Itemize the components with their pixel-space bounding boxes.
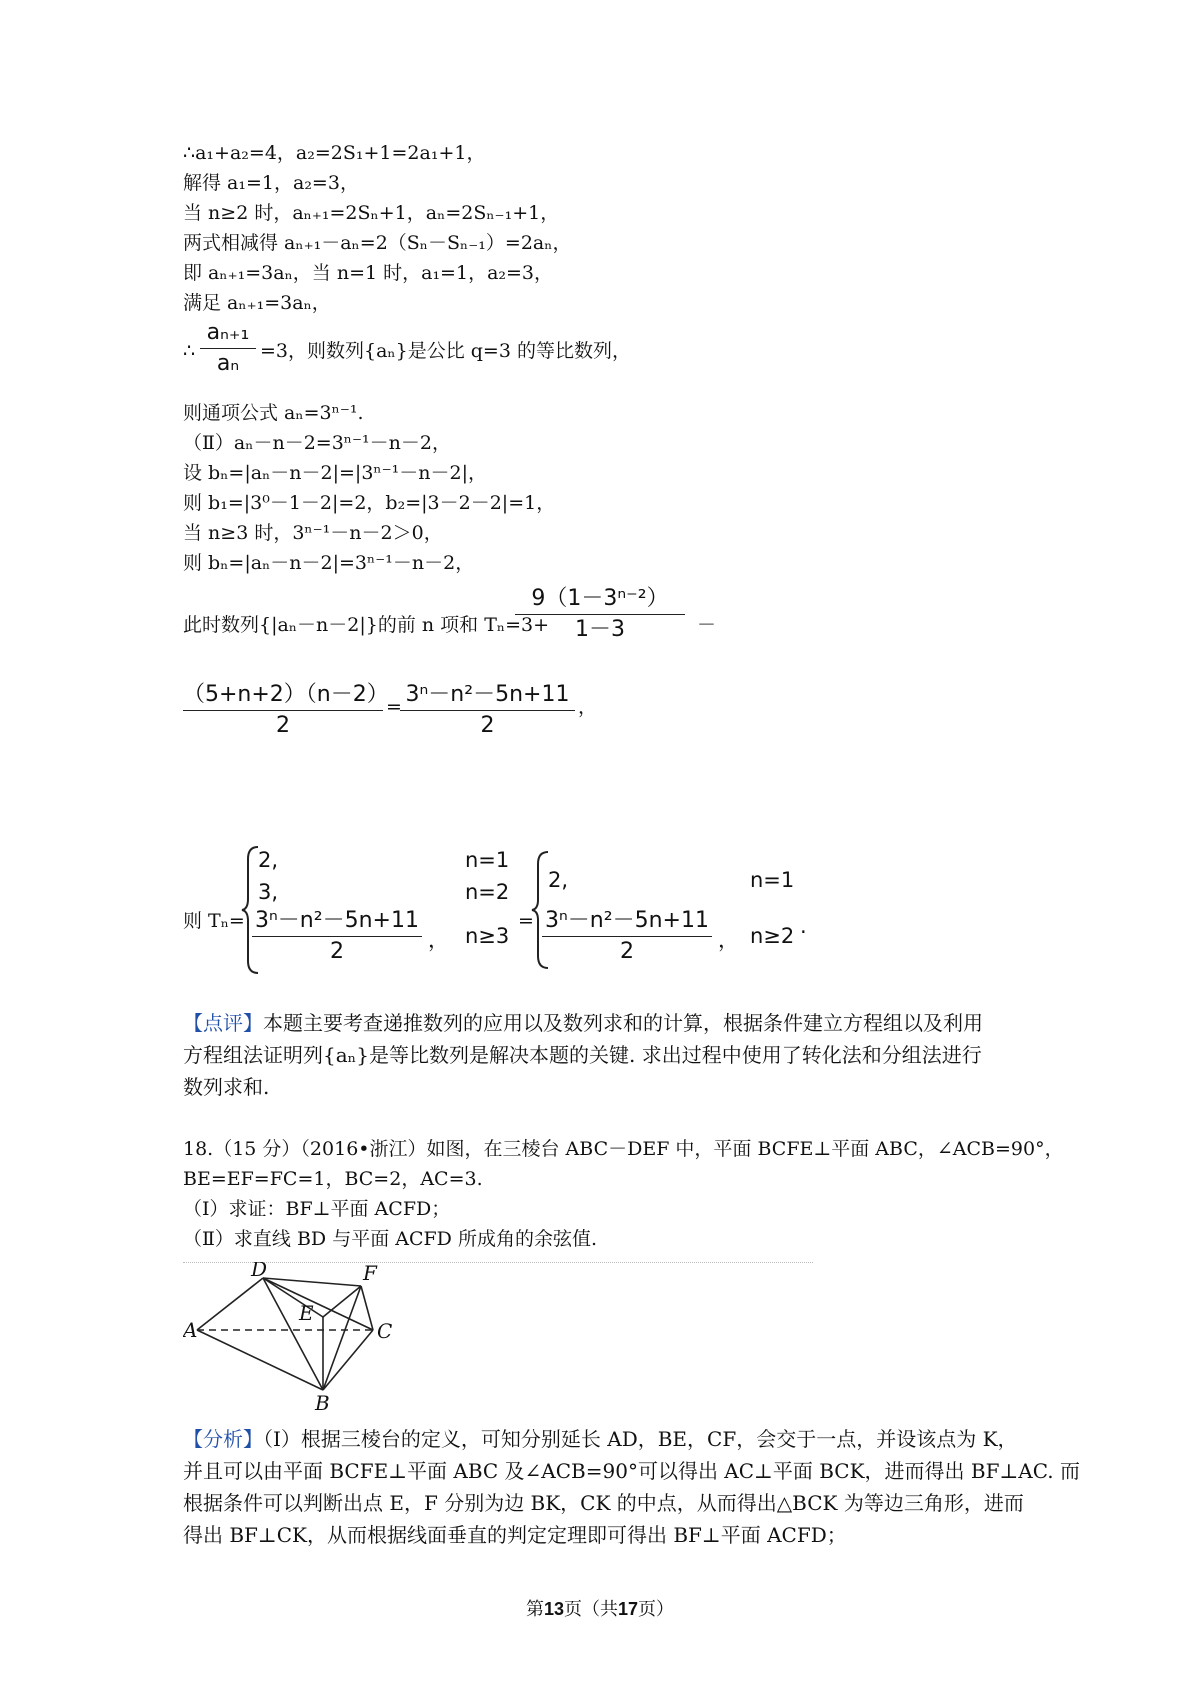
footer-suffix: 页） [638,1599,675,1620]
solution-line-3: 当 n≥2 时，aₙ₊₁=2Sₙ+1，aₙ=2Sₙ₋₁+1， [183,202,560,224]
case-1-condition: n=1 [465,848,510,872]
solution-line-1: ∴a₁+a₂=4，a₂=2S₁+1=2a₁+1， [183,142,486,164]
analysis-line-2: 并且可以由平面 BCFE⊥平面 ABC 及∠ACB=90°可以得出 AC⊥平面 BCK，进而得出 BF⊥AC. 而 [183,1459,1081,1483]
analysis-line-4: 得出 BF⊥CK，从而根据线面垂直的判定定理即可得出 BF⊥平面 ACFD； [183,1523,847,1547]
solution-line-2: 解得 a₁=1，a₂=3， [183,172,359,194]
case-2-condition: n=2 [465,880,510,904]
review-tag: 【点评】 [183,1011,263,1035]
sum-fraction [515,584,685,645]
ratio-denominator: aₙ [216,351,240,376]
ratio-fraction [200,318,256,379]
solution-line-11: 则 b₁=|3⁰－1－2|=2，b₂=|3－2－2|=1， [183,492,556,514]
result-case-1-value: 2, [548,868,569,892]
result-case-1-condition: n=1 [750,868,795,892]
question-18-line-2: BE=EF=FC=1，BC=2，AC=3. [183,1168,483,1190]
result-case-2-denominator: 2 [620,939,634,964]
result-case-2-comma: ， [718,928,739,952]
solution-line-8: 则通项公式 aₙ=3ⁿ⁻¹. [183,402,364,424]
product-fraction [183,680,389,741]
piecewise-equals: = [518,910,534,932]
footer-prefix: 第 [525,1599,544,1620]
case-3-condition: n≥3 [465,924,510,948]
sum-numerator: 9（1－3ⁿ⁻²） [531,586,669,611]
solution-line-4: 两式相减得 aₙ₊₁－aₙ=2（Sₙ－Sₙ₋₁）=2aₙ， [183,232,572,254]
label-c: C [377,1319,393,1343]
case-2-value: 3, [258,880,279,904]
result-case-2-numerator: 3ⁿ－n²－5n+11 [545,908,709,933]
trailing-comma: ， [578,696,598,718]
closed-form-denominator: 2 [480,713,495,738]
label-a: A [183,1318,198,1342]
case-3-denominator: 2 [330,939,344,964]
solution-line-10: 设 bₙ=|aₙ－n－2|=|3ⁿ⁻¹－n－2|， [183,462,488,484]
analysis-text-1: （Ⅰ）根据三棱台的定义，可知分别延长 AD，BE，CF，会交于一点，并设该点为 K， [263,1427,1018,1451]
footer-middle: 页（共 [564,1599,618,1620]
solution-line-6: 满足 aₙ₊₁=3aₙ， [183,292,331,314]
result-case-2-fraction [542,906,712,967]
label-f: F [363,1262,377,1285]
review-line-1 [183,1008,983,1038]
ratio-numerator: aₙ₊₁ [206,320,250,345]
page-number: 13 [543,1599,564,1619]
closed-form-numerator: 3ⁿ－n²－5n+11 [405,682,570,707]
product-numerator: （5+n+2）（n－2） [183,682,389,707]
review-line-2: 方程组法证明列{aₙ}是等比数列是解决本题的关键. 求出过程中使用了转化法和分组法进行 [183,1043,982,1067]
case-3-fraction [252,906,422,967]
page-footer [0,1595,1200,1621]
result-case-2-condition: n≥2 [750,924,795,948]
case-3-comma: ， [428,928,449,952]
label-e: E [299,1301,314,1325]
product-denominator: 2 [276,713,290,738]
solution-line-5: 即 aₙ₊₁=3aₙ，当 n=1 时，a₁=1，a₂=3， [183,262,554,284]
piecewise-period: . [800,914,807,938]
page-total: 17 [618,1599,639,1619]
solution-line-13: 则 bₙ=|aₙ－n－2|=3ⁿ⁻¹－n－2， [183,552,475,574]
case-3-numerator: 3ⁿ－n²－5n+11 [255,908,419,933]
equals-sign: = [386,696,402,718]
question-18-part-1: （Ⅰ）求证：BF⊥平面 ACFD； [183,1198,451,1220]
label-b: B [315,1391,330,1412]
review-text-1: 本题主要考查递推数列的应用以及数列求和的计算，根据条件建立方程组以及利用 [263,1011,983,1035]
analysis-line-3: 根据条件可以判断出点 E，F 分别为边 BK，CK 的中点，从而得出△BCK 为等边三角形，进而 [183,1491,1024,1515]
solution-line-9: （Ⅱ）aₙ－n－2=3ⁿ⁻¹－n－2， [183,432,451,454]
sum-denominator: 1－3 [575,617,625,642]
case-1-value: 2, [258,848,279,872]
solution-line-12: 当 n≥3 时，3ⁿ⁻¹－n－2＞0， [183,522,443,544]
analysis-line-1 [183,1424,1018,1454]
ratio-prefix: ∴ [183,340,196,362]
sum-prefix: 此时数列{|aₙ－n－2|}的前 n 项和 Tₙ=3+ [183,614,550,636]
review-line-3: 数列求和. [183,1075,270,1099]
question-18-part-2: （Ⅱ）求直线 BD 与平面 ACFD 所成角的余弦值. [183,1228,597,1250]
ratio-suffix: =3，则数列{aₙ}是公比 q=3 的等比数列， [260,340,631,362]
sum-minus: － [697,614,717,636]
piecewise-prefix: 则 Tₙ= [183,910,245,932]
analysis-tag: 【分析】 [183,1427,263,1451]
closed-form-fraction [400,680,575,741]
question-18-line-1: 18.（15 分）（2016•浙江）如图，在三棱台 ABC－DEF 中，平面 BCFE⊥平面 ABC，∠ACB=90°， [183,1138,1064,1160]
frustum-figure [183,1262,423,1412]
label-d: D [251,1262,268,1281]
